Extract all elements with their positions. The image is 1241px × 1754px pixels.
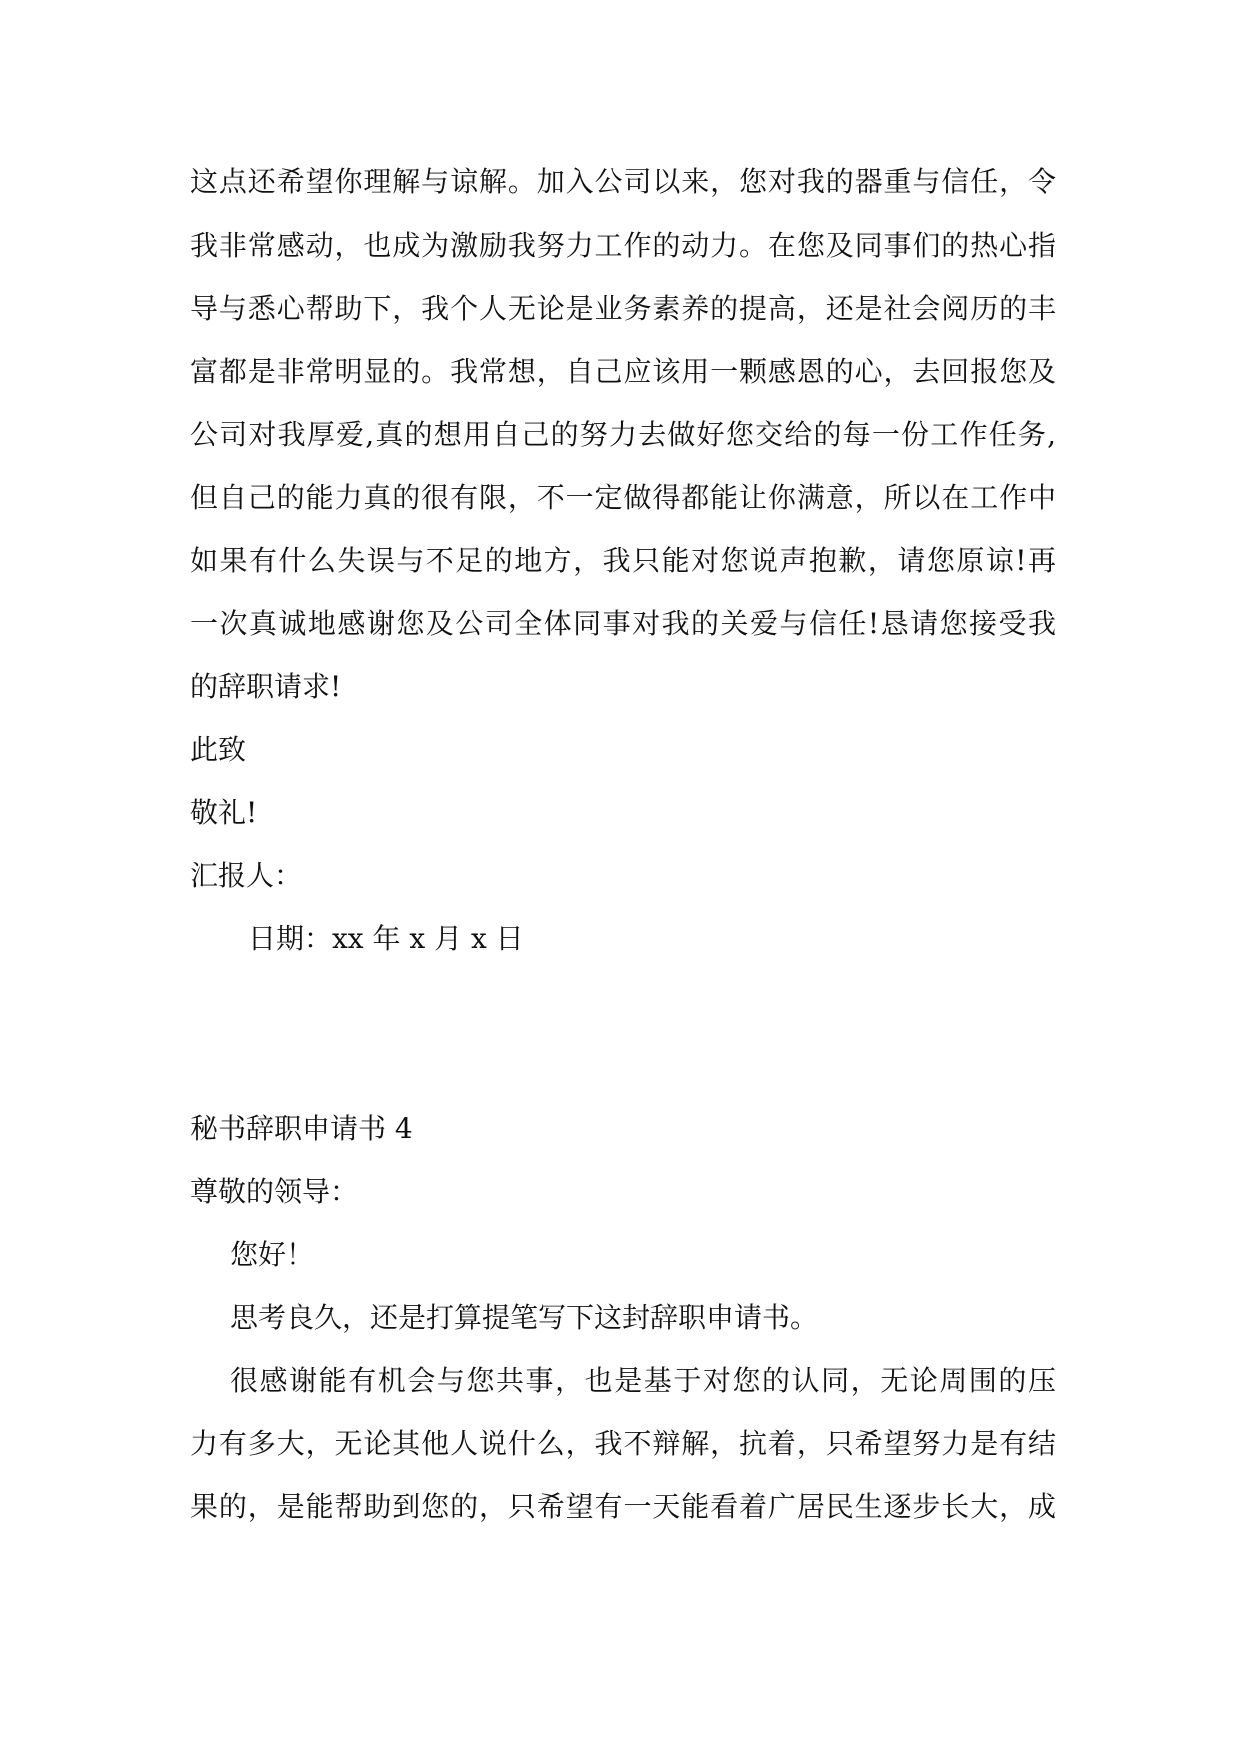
intro-text: 思考良久，还是打算提笔写下这封辞职申请书。 (230, 1301, 819, 1334)
closing-text: 此致 (190, 733, 247, 766)
letter-body (190, 0, 1056, 1754)
body-line-6: 但自己的能力真的很有限，不一定做得都能让你满意，所以在工作中 (190, 481, 1056, 514)
body-line-8: 一次真诚地感谢您及公司全体同事对我的关爱与信任!恳请您接受我 (190, 607, 1056, 640)
new-paragraph-line-1: 很感谢能有机会与您共事，也是基于对您的认同，无论周围的压 (230, 1364, 1056, 1397)
salute-text: 敬礼! (190, 796, 258, 829)
new-paragraph-line-3: 果的，是能帮助到您的，只希望有一天能看着广居民生逐步长大，成 (190, 1490, 1056, 1523)
date-line: 日期：xx 年 x 月 x 日 (248, 922, 524, 955)
greeting-text: 尊敬的领导： (190, 1175, 359, 1208)
hello-text: 您好！ (230, 1238, 315, 1271)
reporter-label: 汇报人： (190, 859, 303, 892)
body-line-3: 导与悉心帮助下，我个人无论是业务素养的提高，还是社会阅历的丰 (190, 292, 1056, 325)
section-title: 秘书辞职申请书 4 (190, 1112, 413, 1145)
body-line-1: 这点还希望你理解与谅解。加入公司以来，您对我的器重与信任，令 (190, 165, 1056, 198)
body-line-7: 如果有什么失误与不足的地方，我只能对您说声抱歉，请您原谅!再 (190, 544, 1056, 577)
body-line-5: 公司对我厚爱,真的想用自己的努力去做好您交给的每一份工作任务, (190, 418, 1056, 451)
body-line-4: 富都是非常明显的。我常想，自己应该用一颗感恩的心，去回报您及 (190, 355, 1056, 388)
body-line-9: 的辞职请求! (190, 670, 342, 703)
body-line-2: 我非常感动，也成为激励我努力工作的动力。在您及同事们的热心指 (190, 229, 1056, 262)
new-paragraph-line-2: 力有多大，无论其他人说什么，我不辩解，抗着，只希望努力是有结 (190, 1427, 1056, 1460)
